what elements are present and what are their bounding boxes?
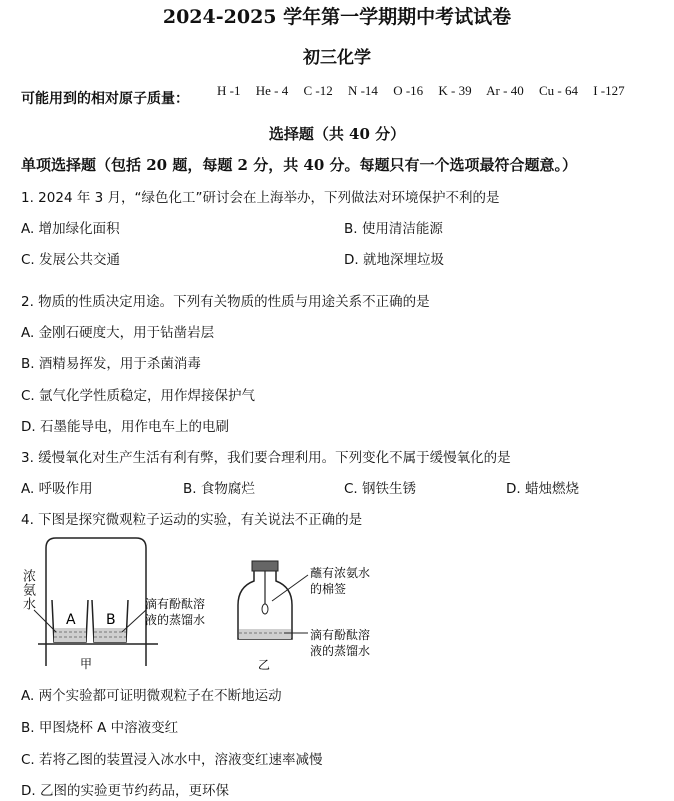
atomic-mass-list xyxy=(217,83,637,99)
mass-item: N -14 xyxy=(347,83,378,98)
jia-label-line2: 液的蒸馏水 xyxy=(145,613,206,627)
question-1-option-d[interactable]: D. 就地深埋垃圾 xyxy=(344,252,444,268)
phenolphthalein-leader-line xyxy=(122,610,146,632)
yi-label-bottom2: 液的蒸馏水 xyxy=(310,644,371,658)
beaker-a-label: A xyxy=(66,612,76,628)
question-1-option-a[interactable]: A. 增加绿化面积 xyxy=(21,221,120,237)
swab-leader-line xyxy=(272,575,308,601)
mass-item: Cu - 64 xyxy=(538,83,578,98)
question-4-option-a[interactable]: A. 两个实验都可证明微观粒子在不断地运动 xyxy=(21,688,282,704)
subject-title: 初三化学 xyxy=(303,48,371,68)
question-2-option-c[interactable]: C. 氩气化学性质稳定，用作焊接保护气 xyxy=(21,388,256,404)
mass-item: K - 39 xyxy=(438,83,472,98)
figure-yi xyxy=(228,553,388,673)
question-4-stem: 4. 下图是探究微观粒子运动的实验，有关说法不正确的是 xyxy=(21,512,363,528)
section-title: 选择题（共 40 分） xyxy=(268,125,406,143)
question-3-option-a[interactable]: A. 呼吸作用 xyxy=(21,481,93,497)
swab-tip xyxy=(262,604,268,614)
question-3-stem: 3. 缓慢氧化对生产生活有利有弊，我们要合理利用。下列变化不属于缓慢氧化的是 xyxy=(21,450,511,466)
question-4-option-d[interactable]: D. 乙图的实验更节约药品，更环保 xyxy=(21,783,229,799)
figure-jia xyxy=(18,532,238,672)
question-2-option-b[interactable]: B. 酒精易挥发，用于杀菌消毒 xyxy=(21,356,201,372)
beaker-a-liquid xyxy=(54,628,86,642)
jia-label-line1: 滴有酚酞溶 xyxy=(145,597,206,611)
stopper xyxy=(252,561,278,571)
yi-label-bottom1: 滴有酚酞溶 xyxy=(310,628,371,642)
question-3-option-d[interactable]: D. 蜡烛燃烧 xyxy=(506,481,579,497)
jia-caption: 甲 xyxy=(80,657,93,671)
yi-caption: 乙 xyxy=(258,658,271,672)
mass-item: O -16 xyxy=(393,83,424,98)
question-2-option-d[interactable]: D. 石墨能导电，用作电车上的电刷 xyxy=(21,419,229,435)
section-instruction: 单项选择题（包括 20 题，每题 2 分，共 40 分。每题只有一个选项最符合题意。） xyxy=(21,156,578,174)
yi-label-top1: 蘸有浓氨水 xyxy=(310,566,371,580)
beaker-b-label: B xyxy=(106,612,116,628)
exam-title: 2024-2025 学年第一学期期中考试试卷 xyxy=(162,6,512,28)
question-2-option-a[interactable]: A. 金刚石硬度大，用于钻凿岩层 xyxy=(21,325,215,341)
question-1-option-c[interactable]: C. 发展公共交通 xyxy=(21,252,121,268)
bell-jar-outline xyxy=(46,538,146,666)
question-2-stem: 2. 物质的性质决定用途。下列有关物质的性质与用途关系不正确的是 xyxy=(21,294,430,310)
question-4-option-c[interactable]: C. 若将乙图的装置浸入冰水中，溶液变红速率减慢 xyxy=(21,752,323,768)
yi-label-top2: 的棉签 xyxy=(310,582,347,596)
mass-item: H -1 xyxy=(217,83,241,98)
jia-side-label: 浓氨水 xyxy=(20,569,35,611)
bottle-liquid xyxy=(239,629,291,639)
question-1-stem: 1. 2024 年 3 月，“绿色化工”研讨会在上海举办，下列做法对环境保护不利的是 xyxy=(21,190,500,206)
question-1-option-b[interactable]: B. 使用清洁能源 xyxy=(344,221,443,237)
mass-item: C -12 xyxy=(303,83,333,98)
question-3-option-b[interactable]: B. 食物腐烂 xyxy=(183,481,255,497)
atomic-mass-label: 可能用到的相对原子质量： xyxy=(21,91,189,107)
question-4-option-b[interactable]: B. 甲图烧杯 A 中溶液变红 xyxy=(21,720,179,736)
mass-item: I -127 xyxy=(593,83,625,98)
question-3-option-c[interactable]: C. 钢铁生锈 xyxy=(344,481,417,497)
mass-item: Ar - 40 xyxy=(486,83,524,98)
mass-item: He - 4 xyxy=(255,83,289,98)
beaker-b-liquid xyxy=(94,628,126,642)
